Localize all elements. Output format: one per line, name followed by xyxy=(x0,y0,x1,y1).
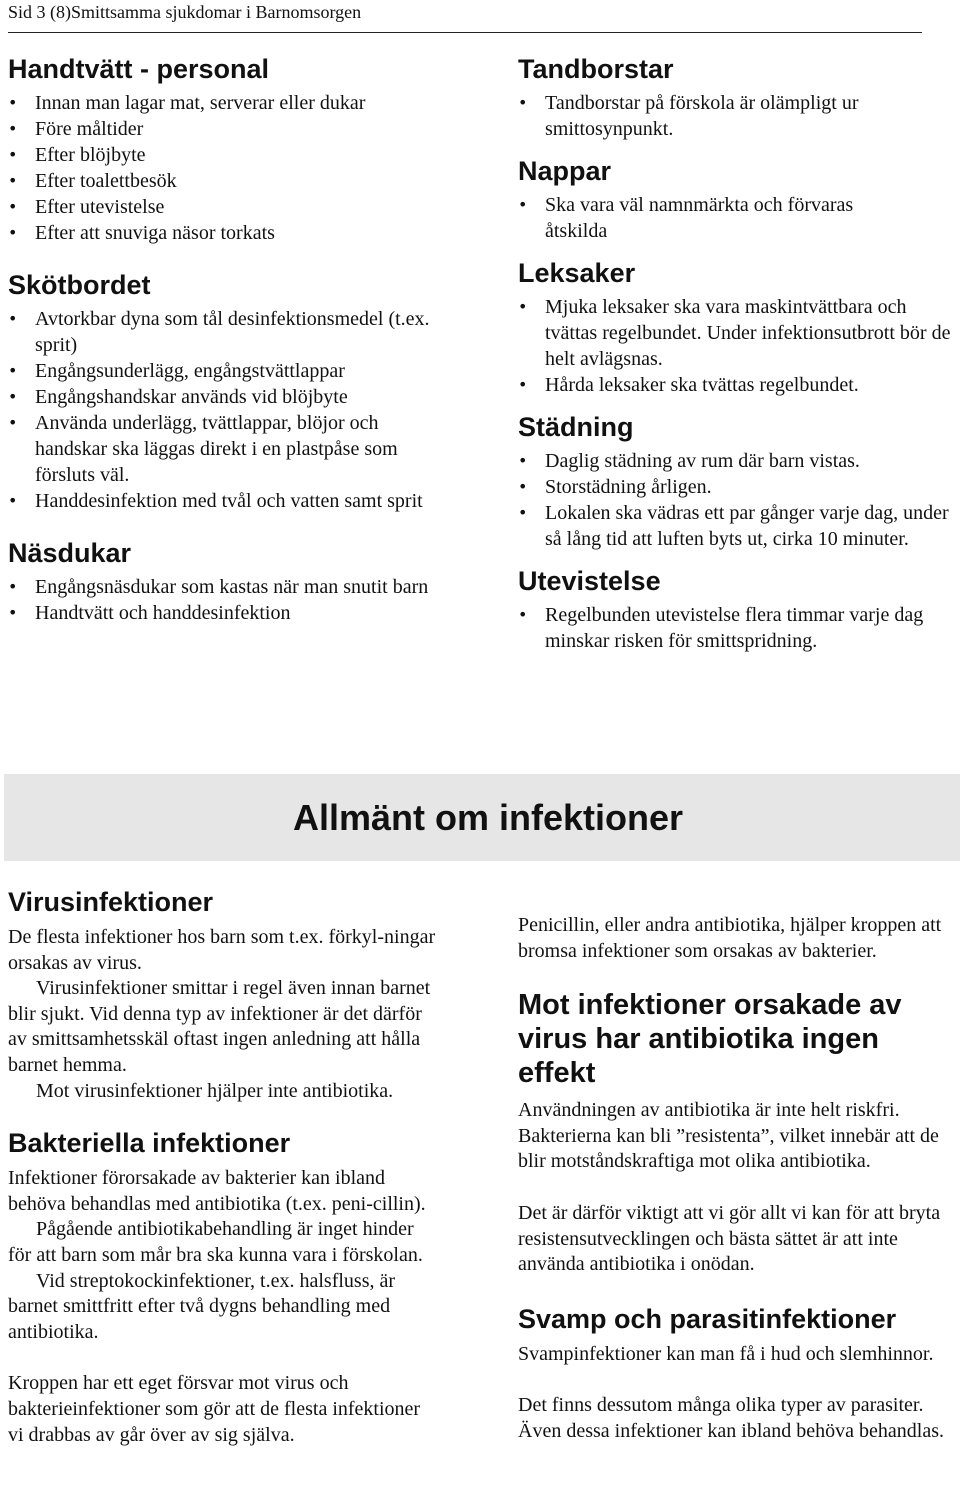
section-title-mot-infektioner: Mot infektioner orsakade av virus har antibiotika ingen effekt xyxy=(518,989,902,1090)
list-skotbordet xyxy=(8,306,448,514)
list-nasdukar xyxy=(8,574,448,626)
list-item: • Efter att snuviga näsor torkats xyxy=(8,220,478,246)
paragraph: Det är därför viktigt att vi gör allt vi kan för att bryta resistensutvecklingen och bästa sättet är att inte använda antibiotika i onödan. xyxy=(518,1201,941,1276)
section-title-bakterie: Bakteriella infektioner xyxy=(8,1128,291,1159)
section-title-svamp: Svamp och parasitinfektioner xyxy=(518,1303,897,1334)
right-bottom-column xyxy=(518,913,948,1445)
section-title-tandborstar: Tandborstar xyxy=(518,54,674,84)
list-item: • Regelbunden utevistelse flera timmar varje dag minskar risken för smittspridning. xyxy=(518,602,938,654)
list-item: • Handdesinfektion med tvål och vatten samt sprit xyxy=(8,488,448,514)
list-item: • Tandborstar på förskola är olämpligt ur smittosynpunkt. xyxy=(518,90,918,142)
list-nappar xyxy=(518,192,918,244)
section-title-nasdukar: Näsdukar xyxy=(8,538,132,568)
paragraph: De flesta infektioner hos barn som t.ex. förkyl-ningar orsakas av virus. xyxy=(8,926,436,974)
section-banner xyxy=(4,774,960,861)
list-item: • Engångshandskar används vid blöjbyte xyxy=(8,384,448,410)
list-item: • Daglig städning av rum där barn vistas. xyxy=(518,448,958,474)
paragraph: Penicillin, eller andra antibiotika, hjälper kroppen att bromsa infektioner som orsakas av bakterier. xyxy=(518,914,942,962)
paragraph: Kroppen har ett eget försvar mot virus och bakterieinfektioner som gör att de flesta infektioner vi drabbas av går över av sig själva. xyxy=(8,1372,421,1446)
list-item: • Engångsunderlägg, engångstvättlappar xyxy=(8,358,448,384)
paragraph: Användningen av antibiotika är inte helt riskfri. Bakterierna kan bli ”resistenta”, vilket innebär att de blir motståndskraftiga mot olika antibiotika. xyxy=(518,1099,939,1173)
left-bottom-column xyxy=(8,885,440,1448)
left-top-column xyxy=(8,52,478,626)
list-tandborstar xyxy=(518,90,918,142)
list-utevistelse xyxy=(518,602,938,654)
list-stadning xyxy=(518,448,958,552)
paragraph: Pågående antibiotikabehandling är inget hinder för att barn som mår bra ska kunna vara i förskolan. xyxy=(8,1218,423,1266)
list-item: • Storstädning årligen. xyxy=(518,474,958,500)
section-title-leksaker: Leksaker xyxy=(518,258,636,288)
paragraph: Mot virusinfektioner hjälper inte antibiotika. xyxy=(36,1079,394,1102)
section-title-handtvatt: Handtvätt - personal xyxy=(8,54,270,84)
page-header: Sid 3 (8)Smittsamma sjukdomar i Barnomsorgen xyxy=(8,2,362,22)
right-top-column xyxy=(518,52,958,654)
list-item: • Före måltider xyxy=(8,116,478,142)
paragraph: Infektioner förorsakade av bakterier kan ibland behöva behandlas med antibiotika (t.ex. peni-cillin). xyxy=(8,1167,426,1215)
list-item: • Använda underlägg, tvättlappar, blöjor och handskar ska läggas direkt i en plastpåse som försluts väl. xyxy=(8,410,448,488)
list-leksaker xyxy=(518,294,958,398)
paragraph: Svampinfektioner kan man få i hud och slemhinnor. xyxy=(518,1342,934,1365)
list-item: • Handtvätt och handdesinfektion xyxy=(8,600,448,626)
section-title-skotbordet: Skötbordet xyxy=(8,270,151,300)
list-item: • Efter utevistelse xyxy=(8,194,478,220)
list-item: • Mjuka leksaker ska vara maskintvättbara och tvättas regelbundet. Under infektionsutbrott bör de helt avlägsnas. xyxy=(518,294,958,372)
paragraph: Vid streptokockinfektioner, t.ex. halsfluss, är barnet smittfritt efter två dygns behandling med antibiotika. xyxy=(8,1269,396,1343)
list-item: • Innan man lagar mat, serverar eller dukar xyxy=(8,90,478,116)
list-item: • Efter toalettbesök xyxy=(8,168,478,194)
list-item: • Efter blöjbyte xyxy=(8,142,478,168)
list-item: • Avtorkbar dyna som tål desinfektionsmedel (t.ex. sprit) xyxy=(8,306,448,358)
list-item: • Lokalen ska vädras ett par gånger varje dag, under så lång tid att luften byts ut, cirka 10 minuter. xyxy=(518,500,958,552)
section-title-stadning: Städning xyxy=(518,412,634,442)
header-rule xyxy=(8,32,922,33)
list-handtvatt xyxy=(8,90,478,246)
banner-title: Allmänt om infektioner xyxy=(292,796,684,838)
list-item: • Engångsnäsdukar som kastas när man snutit barn xyxy=(8,574,448,600)
section-title-nappar: Nappar xyxy=(518,156,612,186)
list-item: • Ska vara väl namnmärkta och förvaras åtskilda xyxy=(518,192,918,244)
section-title-virus: Virusinfektioner xyxy=(8,887,214,917)
list-item: • Hårda leksaker ska tvättas regelbundet. xyxy=(518,372,958,398)
paragraph: Det finns dessutom många olika typer av parasiter. Även dessa infektioner kan ibland behöva behandlas. xyxy=(518,1394,944,1442)
section-title-utevistelse: Utevistelse xyxy=(518,566,661,596)
paragraph: Virusinfektioner smittar i regel även innan barnet blir sjukt. Vid denna typ av infektioner är det därför av smittsamhetsskäl oftast ingen anledning att hålla barnet hemma. xyxy=(8,977,431,1076)
